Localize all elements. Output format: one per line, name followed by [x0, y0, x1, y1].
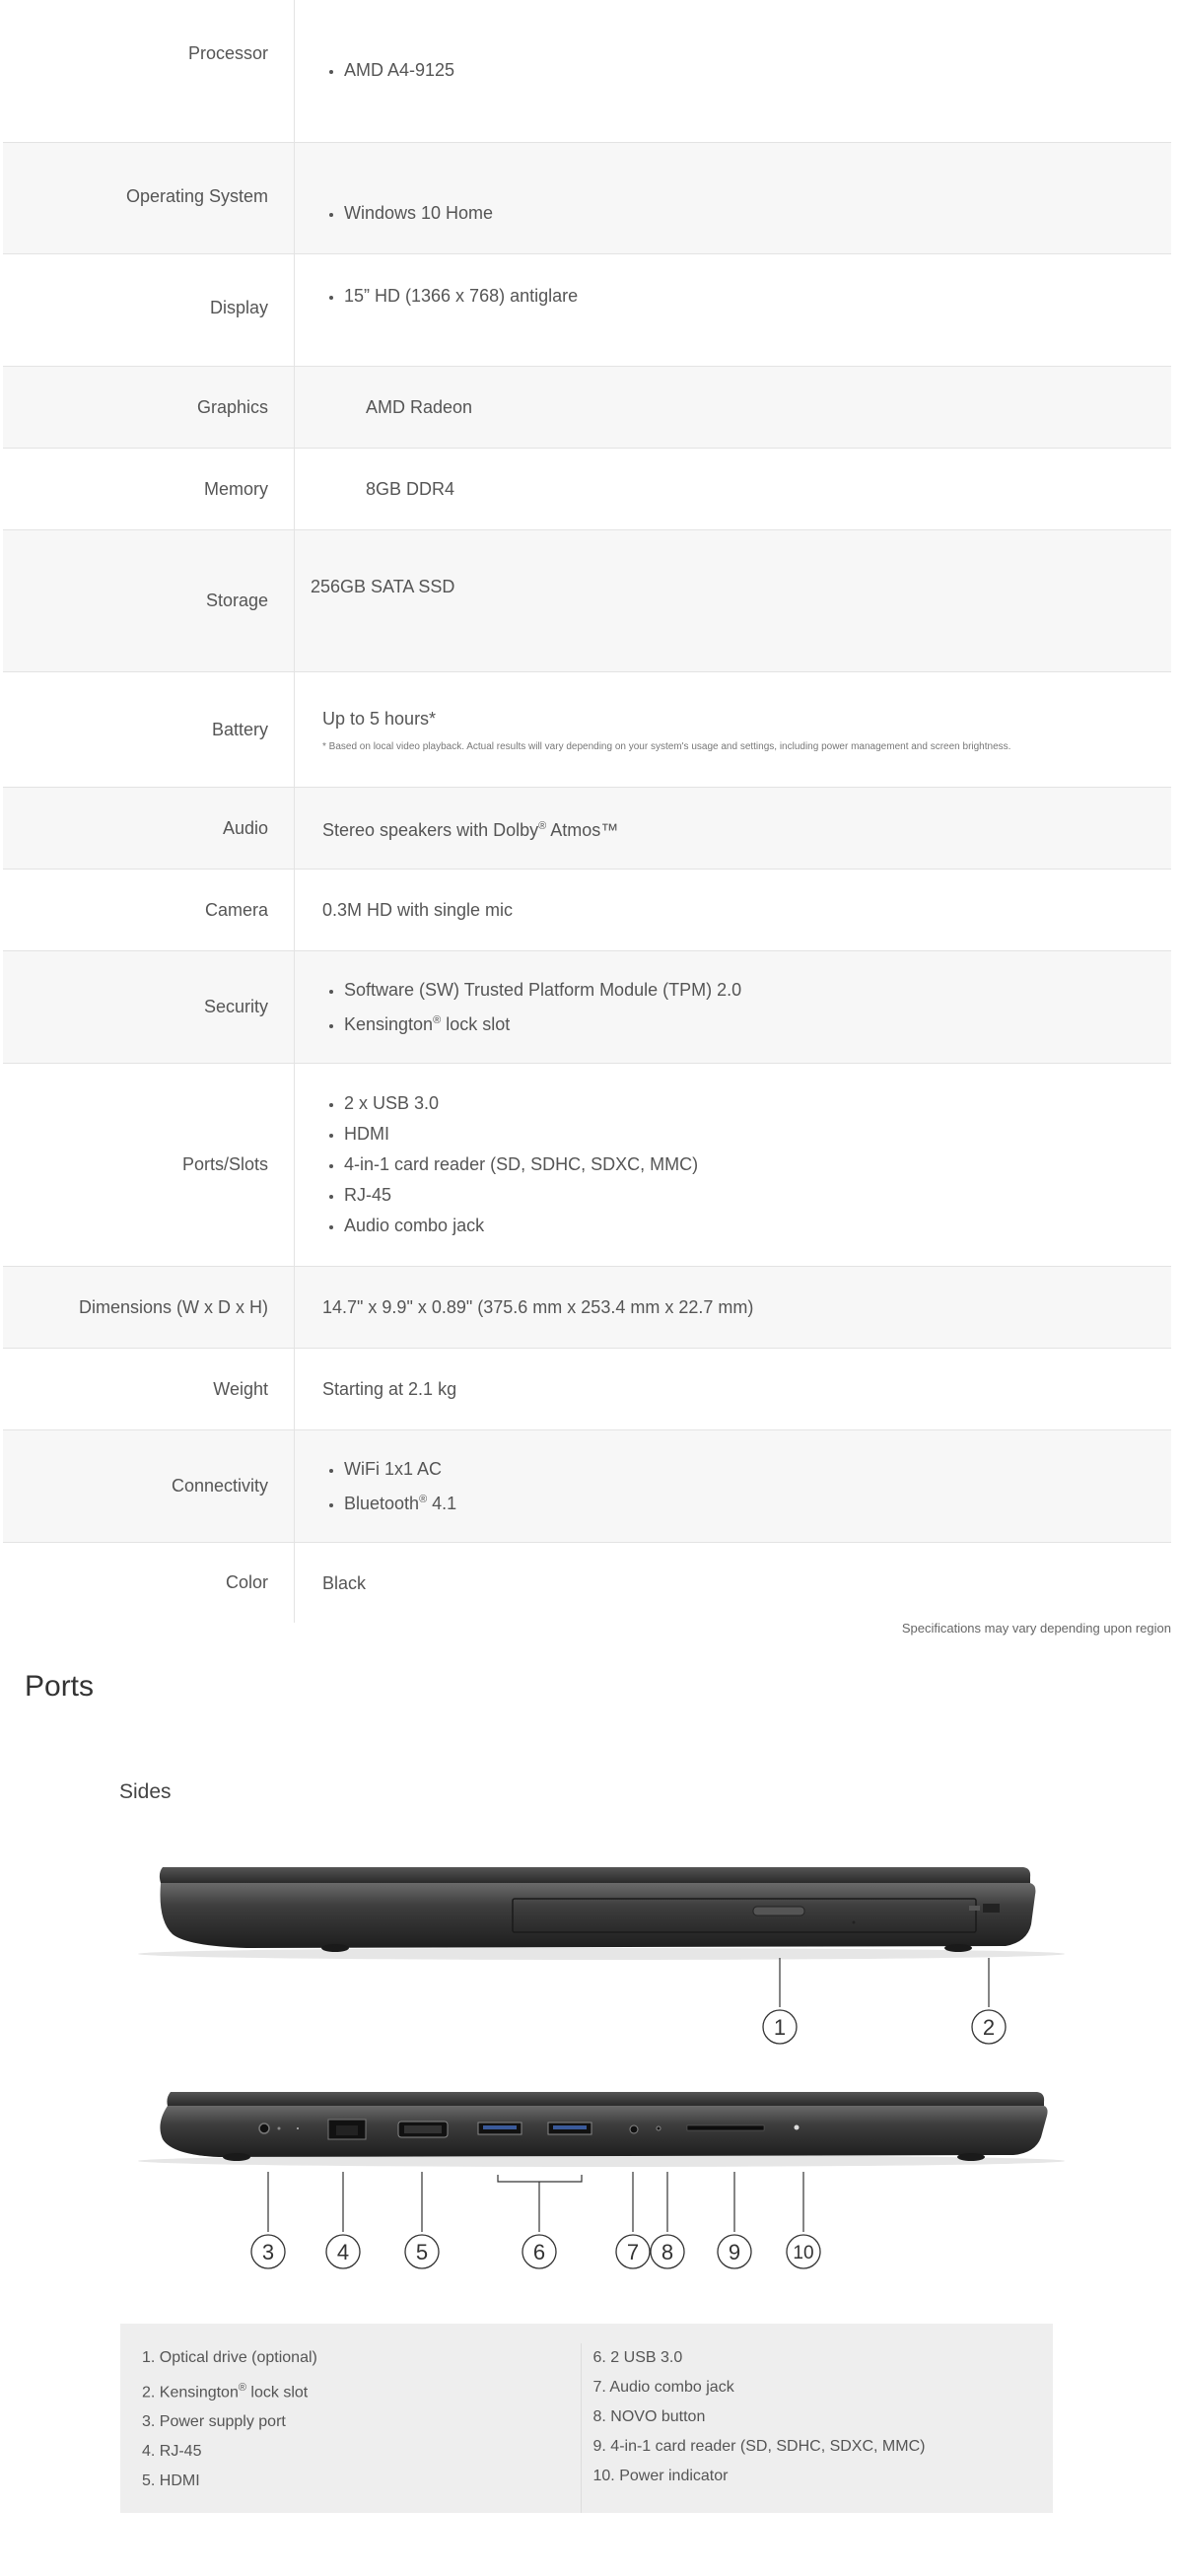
- svg-text:7: 7: [626, 2240, 640, 2264]
- spec-item: • WiFi 1x1 AC: [344, 1454, 1171, 1485]
- spec-value: [295, 1267, 1171, 1348]
- spec-value: [295, 449, 1171, 529]
- spec-item: • 2 x USB 3.0: [344, 1088, 1171, 1119]
- legend-column-left: [142, 2343, 581, 2513]
- spec-value: [295, 788, 1171, 869]
- svg-text:6: 6: [532, 2240, 546, 2264]
- spec-row-storage: [3, 530, 1171, 672]
- battery-footnote: * Based on local video playback. Actual results will vary depending on your system's usage and settings, including power management and screen brightness.: [322, 741, 1011, 752]
- ports-heading: Ports: [25, 1670, 95, 1703]
- spec-label: Connectivity: [3, 1430, 295, 1542]
- spec-row-dimensions: [3, 1267, 1171, 1349]
- legend-item: 9. 4-in-1 card reader (SD, SDHC, SDXC, MMC): [592, 2438, 926, 2455]
- spec-item: • HDMI: [344, 1119, 1171, 1149]
- spec-value: [295, 254, 1171, 366]
- spec-label: Dimensions (W x D x H): [3, 1267, 295, 1348]
- spec-row-connectivity: [3, 1430, 1171, 1543]
- spec-label: Weight: [3, 1349, 295, 1429]
- spec-text: Up to 5 hours*: [322, 709, 437, 729]
- spec-label: Storage: [3, 530, 295, 671]
- svg-text:4: 4: [336, 2240, 350, 2264]
- spec-text: 256GB SATA SSD: [311, 577, 455, 596]
- callout-2: [972, 2010, 1006, 2044]
- spec-value: [295, 1543, 1171, 1623]
- spec-value: [295, 0, 1171, 142]
- svg-text:1: 1: [773, 2015, 787, 2040]
- spec-label: Processor: [3, 0, 295, 142]
- spec-text: Starting at 2.1 kg: [322, 1379, 457, 1399]
- svg-text:5: 5: [415, 2240, 429, 2264]
- spec-label: Operating System: [3, 143, 295, 253]
- laptop-right-side: [138, 1867, 1065, 1960]
- spec-label: Audio: [3, 788, 295, 869]
- spec-text: Stereo speakers with Dolby® Atmos™: [322, 820, 619, 840]
- spec-row-security: [3, 951, 1171, 1064]
- spec-item: • AMD A4-9125: [344, 55, 1171, 86]
- legend-item: 5. HDMI: [142, 2472, 200, 2490]
- spec-text: 0.3M HD with single mic: [322, 900, 514, 920]
- spec-value: [295, 1349, 1171, 1429]
- spec-item: • 4-in-1 card reader (SD, SDHC, SDXC, MMC): [344, 1149, 1171, 1180]
- spec-note: Specifications may vary depending upon region: [901, 1621, 1171, 1636]
- spec-label: Display: [3, 254, 295, 366]
- spec-row-color: [3, 1543, 1171, 1623]
- spec-item: • Software (SW) Trusted Platform Module (TPM) 2.0: [344, 975, 1171, 1006]
- callout-10: [787, 2235, 820, 2268]
- callout-6: [522, 2235, 556, 2268]
- svg-text:8: 8: [661, 2240, 674, 2264]
- spec-value: [295, 672, 1171, 787]
- spec-label: Security: [3, 951, 295, 1063]
- spec-row-graphics: [3, 367, 1171, 449]
- callout-9: [718, 2235, 751, 2268]
- spec-text: AMD Radeon: [366, 397, 473, 417]
- laptop-sides-illustration: [0, 1844, 1183, 2287]
- legend-column-right: [581, 2343, 1032, 2513]
- legend-item: 1. Optical drive (optional): [142, 2349, 317, 2366]
- spec-value: [295, 951, 1171, 1063]
- spec-row-display: [3, 254, 1171, 367]
- spec-text: 14.7" x 9.9" x 0.89" (375.6 mm x 253.4 mm x 22.7 mm): [322, 1297, 754, 1317]
- svg-text:3: 3: [261, 2240, 275, 2264]
- legend-item: 2. Kensington® lock slot: [142, 2382, 309, 2402]
- spec-label: Camera: [3, 870, 295, 950]
- callout-3: [251, 2235, 285, 2268]
- spec-item: • 15” HD (1366 x 768) antiglare: [344, 281, 1171, 312]
- callout-7: [616, 2235, 650, 2268]
- spec-row-battery: [3, 672, 1171, 788]
- svg-text:2: 2: [982, 2015, 996, 2040]
- spec-value: [295, 1430, 1171, 1542]
- callout-5: [405, 2235, 439, 2268]
- legend-item: 3. Power supply port: [142, 2413, 286, 2431]
- spec-label: Battery: [3, 672, 295, 787]
- spec-row-os: [3, 143, 1171, 254]
- callout-4: [326, 2235, 360, 2268]
- spec-item: • Kensington® lock slot: [344, 1006, 1171, 1040]
- spec-label: Color: [3, 1543, 295, 1623]
- legend-item: 6. 2 USB 3.0: [592, 2349, 683, 2366]
- spec-row-camera: [3, 870, 1171, 951]
- spec-text: 8GB DDR4: [366, 479, 455, 499]
- spec-value: [295, 367, 1171, 448]
- spec-row-memory: [3, 449, 1171, 530]
- spec-row-ports: [3, 1064, 1171, 1267]
- spec-text: Black: [322, 1572, 367, 1593]
- spec-row-audio: [3, 788, 1171, 870]
- legend-item: 4. RJ-45: [142, 2443, 202, 2461]
- spec-value: [295, 530, 1171, 671]
- callout-8: [651, 2235, 684, 2268]
- ports-legend: [120, 2324, 1053, 2513]
- svg-text:9: 9: [728, 2240, 741, 2264]
- svg-text:10: 10: [793, 2243, 814, 2263]
- sides-heading: Sides: [119, 1780, 172, 1803]
- spec-item: • Audio combo jack: [344, 1211, 1171, 1241]
- spec-label: Ports/Slots: [3, 1064, 295, 1266]
- spec-value: [295, 143, 1171, 253]
- spec-label: Graphics: [3, 367, 295, 448]
- spec-item: • Windows 10 Home: [344, 198, 1171, 229]
- spec-item: • RJ-45: [344, 1180, 1171, 1211]
- spec-label: Memory: [3, 449, 295, 529]
- legend-item: 8. NOVO button: [592, 2408, 706, 2425]
- spec-value: [295, 1064, 1171, 1266]
- spec-value: [295, 870, 1171, 950]
- spec-row-processor: [3, 0, 1171, 143]
- laptop-left-side: [138, 2092, 1065, 2167]
- spec-table: [3, 0, 1171, 1623]
- callout-1: [763, 2010, 797, 2044]
- spec-row-weight: [3, 1349, 1171, 1430]
- spec-item: • Bluetooth® 4.1: [344, 1485, 1171, 1519]
- legend-item: 10. Power indicator: [592, 2468, 729, 2484]
- legend-item: 7. Audio combo jack: [592, 2379, 734, 2396]
